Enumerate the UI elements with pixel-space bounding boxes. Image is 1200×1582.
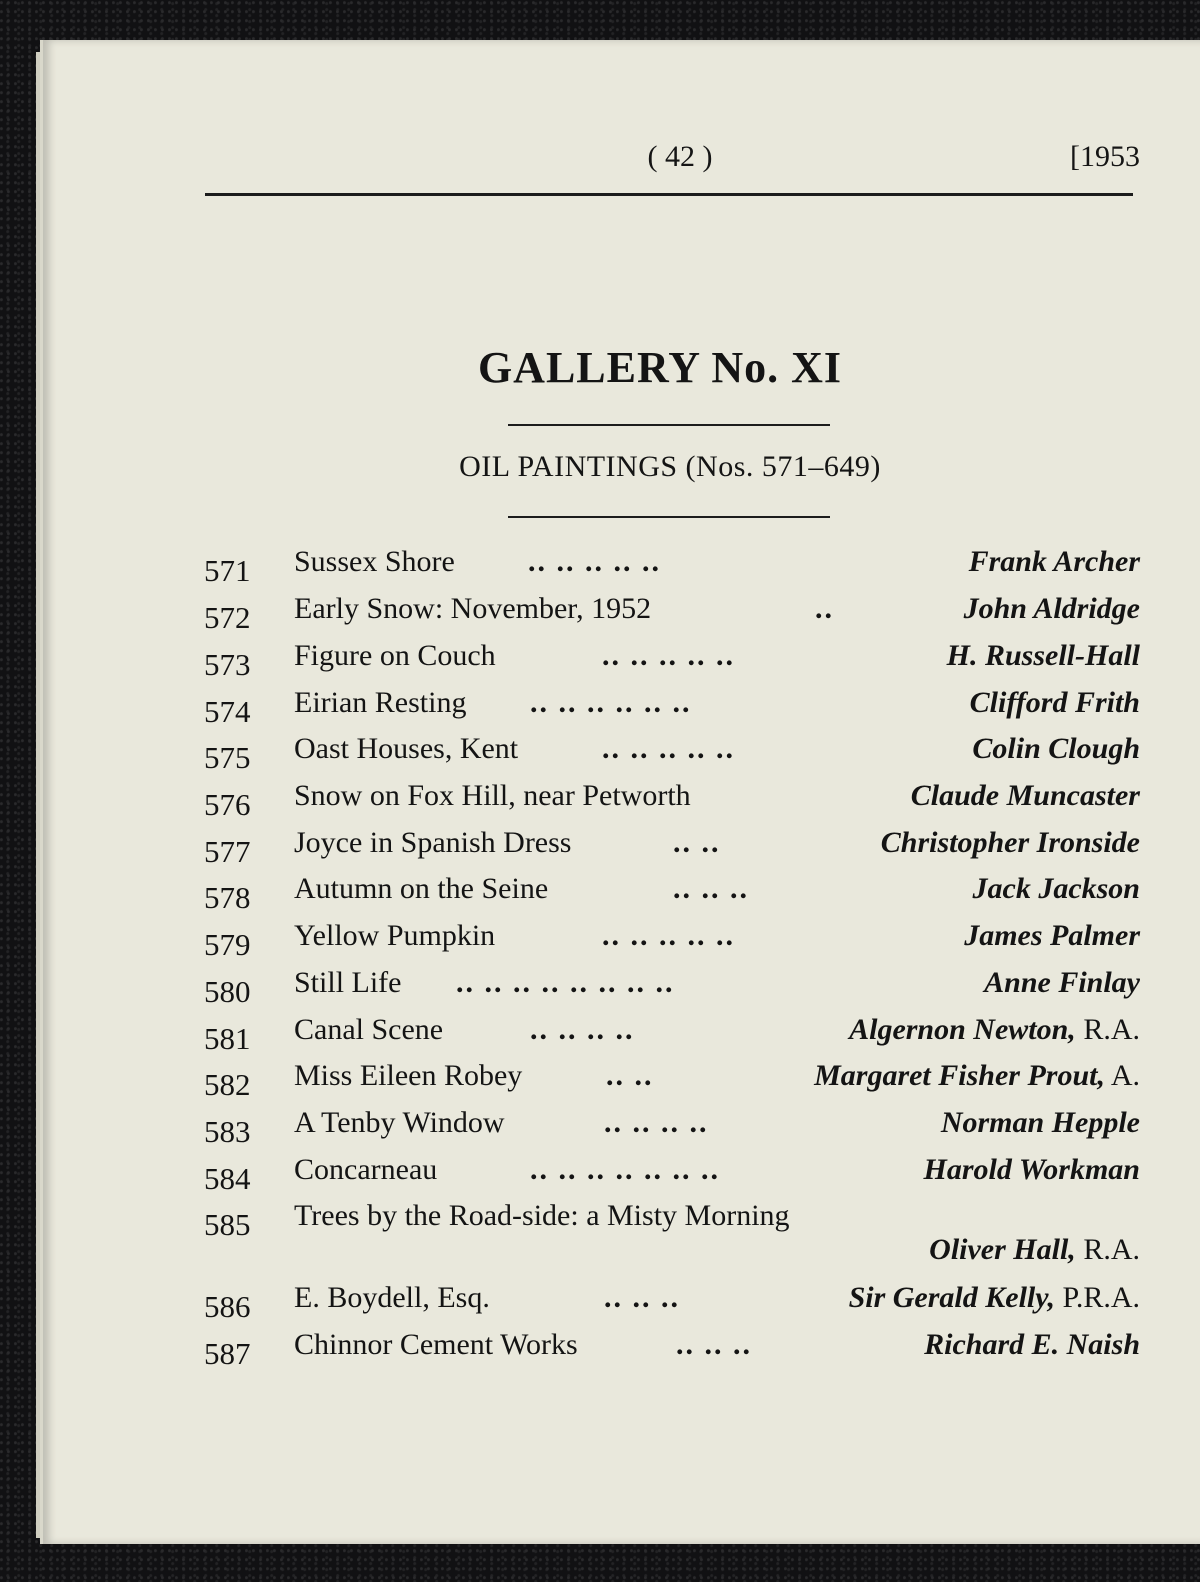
entry-artist: Oliver Hall, R.A. [929,1233,1140,1266]
dot-leader: .. .. .. .. .. .. [530,686,692,719]
entry-title: Oast Houses, Kent [294,732,519,765]
entry-title: Concarneau [294,1153,438,1186]
dot-leader: .. .. .. .. .. [602,639,735,672]
list-item [0,545,1200,591]
entry-number: 579 [204,927,251,962]
list-item [0,686,1200,732]
section-subtitle: OIL PAINTINGS (Nos. 571–649) [459,450,881,483]
title-rule [508,424,830,426]
entry-title: Autumn on the Seine [294,872,549,905]
list-item [0,872,1200,918]
gallery-title: GALLERY No. XI [477,343,843,392]
list-item [0,1106,1200,1152]
entry-artist: H. Russell-Hall [946,639,1140,672]
dot-leader: .. .. .. .. .. [528,545,661,578]
entry-title: Trees by the Road-side: a Misty Morning [294,1199,790,1232]
entry-title: Canal Scene [294,1013,444,1046]
list-item [0,1013,1200,1059]
entry-artist: Jack Jackson [972,872,1140,905]
entry-artist: Norman Hepple [940,1106,1140,1139]
list-item [0,639,1200,685]
entry-artist: Richard E. Naish [924,1328,1140,1361]
entry-number: 578 [204,880,251,915]
entry-title: Sussex Shore [294,545,455,578]
list-item [0,1153,1200,1199]
dot-leader: .. [815,592,834,625]
dot-leader: .. .. .. .. .. [602,732,735,765]
dot-leader: .. .. [673,826,721,859]
entry-title: Miss Eileen Robey [294,1059,523,1092]
entry-number: 572 [204,600,251,635]
entry-number: 587 [204,1336,251,1371]
entry-number: 575 [204,740,251,775]
entry-artist: Harold Workman [923,1153,1140,1186]
dot-leader: .. .. .. [604,1281,680,1314]
list-item [0,826,1200,872]
entry-number: 580 [204,974,251,1009]
entry-artist: Algernon Newton, R.A. [849,1013,1140,1046]
entry-title: Yellow Pumpkin [294,919,496,952]
entry-number: 581 [204,1021,251,1056]
dot-leader: .. .. .. [673,872,749,905]
dot-leader: .. .. .. .. [604,1106,709,1139]
entry-title: Joyce in Spanish Dress [294,826,572,859]
subtitle-rule [508,516,830,518]
list-item [0,1059,1200,1105]
entry-number: 583 [204,1114,251,1149]
list-item [0,779,1200,825]
entry-number: 585 [204,1207,251,1242]
entry-artist: Anne Finlay [984,966,1140,999]
entry-title: Snow on Fox Hill, near Petworth [294,779,691,812]
entry-artist: Clifford Frith [969,686,1140,719]
entry-artist: Colin Clough [972,732,1140,765]
entry-artist: Frank Archer [968,545,1140,578]
entry-title: E. Boydell, Esq. [294,1281,490,1314]
entry-number: 573 [204,647,251,682]
entry-artist: Claude Muncaster [910,779,1140,812]
dot-leader: .. .. [606,1059,654,1092]
entry-number: 574 [204,694,251,729]
dot-leader: .. .. .. .. .. [602,919,735,952]
entry-title: Still Life [294,966,402,999]
list-item [0,592,1200,638]
entry-title: A Tenby Window [294,1106,505,1139]
page-number: ( 42 ) [647,140,713,173]
entry-artist: Margaret Fisher Prout, A. [814,1059,1140,1092]
entry-number: 586 [204,1289,251,1324]
header-rule [205,193,1133,196]
entry-artist: Christopher Ironside [880,826,1140,859]
year-marker: [1953 [1070,140,1140,173]
dot-leader: .. .. .. .. .. .. .. .. [456,966,675,999]
dot-leader: .. .. .. .. .. .. .. [530,1153,720,1186]
entry-artist: John Aldridge [963,592,1140,625]
entry-title: Early Snow: November, 1952 [294,592,652,625]
page-header [205,140,1140,184]
list-item [0,966,1200,1012]
entry-artist: James Palmer [964,919,1140,952]
entry-title: Chinnor Cement Works [294,1328,578,1361]
entry-title: Eirian Resting [294,686,467,719]
list-item [0,1281,1200,1327]
entry-number: 577 [204,834,251,869]
entry-title: Figure on Couch [294,639,496,672]
entry-number: 571 [204,553,251,588]
entry-number: 576 [204,787,251,822]
list-item [0,919,1200,965]
list-item [0,1199,1200,1279]
entry-number: 584 [204,1161,251,1196]
entry-number: 582 [204,1067,251,1102]
dot-leader: .. .. .. .. [530,1013,635,1046]
entry-artist: Sir Gerald Kelly, P.R.A. [848,1281,1140,1314]
dot-leader: .. .. .. [676,1328,752,1361]
list-item [0,1328,1200,1374]
list-item [0,732,1200,778]
